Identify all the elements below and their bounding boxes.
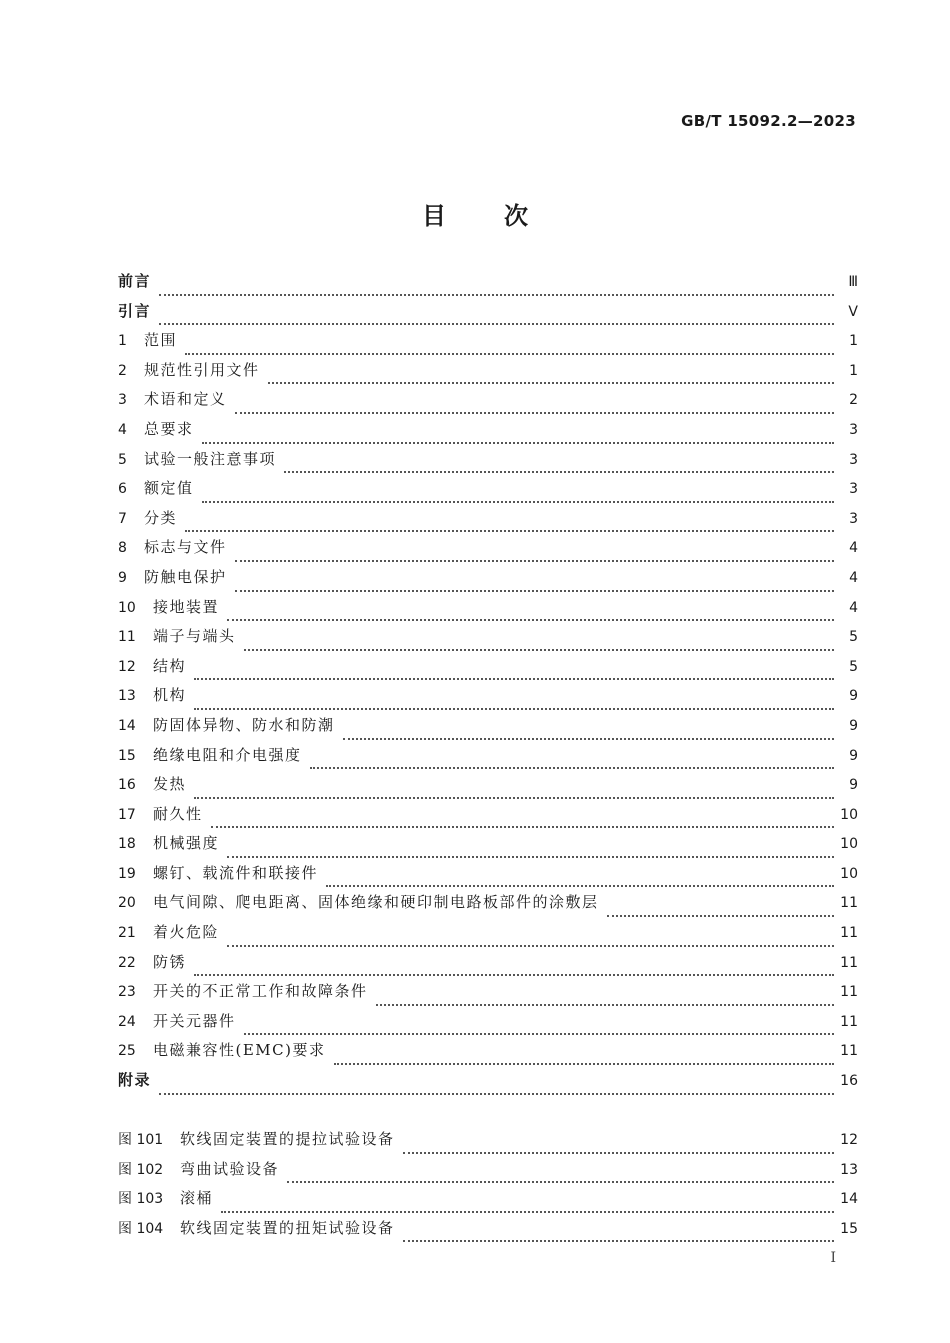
page-ref: 3 <box>849 451 858 468</box>
section-number: 21 <box>118 925 136 942</box>
toc-entry[interactable] <box>118 477 858 507</box>
section-number: 15 <box>118 747 136 764</box>
toc-entry[interactable] <box>118 359 858 389</box>
figure-number: 图 102 <box>118 1161 164 1178</box>
page-ref: 1 <box>849 362 858 379</box>
page-ref: 11 <box>840 1013 858 1030</box>
section-number: 8 <box>118 540 127 557</box>
toc-entry[interactable] <box>118 1010 858 1040</box>
page-ref: 4 <box>849 540 858 557</box>
page-ref: 13 <box>840 1161 858 1178</box>
section-number: 18 <box>118 836 136 853</box>
section-number: 22 <box>118 954 136 971</box>
dot-leader <box>326 870 834 887</box>
page-ref: 3 <box>849 510 858 527</box>
page-title: 目次 <box>422 202 586 230</box>
toc-entry[interactable] <box>118 388 858 418</box>
toc-entry[interactable] <box>118 714 858 744</box>
toc-entry[interactable] <box>118 862 858 892</box>
section-title: 开关元器件 <box>153 1011 236 1030</box>
dot-leader <box>284 456 834 473</box>
section-title: 电磁兼容性(EMC)要求 <box>153 1041 326 1060</box>
page-ref: 15 <box>840 1220 858 1237</box>
toc-entry[interactable] <box>118 832 858 862</box>
toc-entry[interactable] <box>118 536 858 566</box>
section-title: 结构 <box>153 656 187 675</box>
page-ref: 3 <box>849 421 858 438</box>
dot-leader <box>159 279 834 296</box>
section-title: 电气间隙、爬电距离、固体绝缘和硬印制电路板部件的涂敷层 <box>153 893 599 912</box>
figure-number: 图 101 <box>118 1132 164 1148</box>
table-of-contents <box>118 270 858 1099</box>
section-title: 防固体异物、防水和防潮 <box>153 715 335 734</box>
page-ref: 4 <box>849 599 858 616</box>
page-ref: Ⅴ <box>848 303 858 320</box>
dot-leader <box>185 338 834 355</box>
section-title: 着火危险 <box>153 923 220 942</box>
section-number: 20 <box>118 895 136 912</box>
section-title: 防锈 <box>153 952 187 971</box>
figure-list <box>118 1128 858 1246</box>
toc-entry[interactable] <box>118 980 858 1010</box>
page-ref: 11 <box>840 1043 858 1060</box>
section-title: 引言 <box>118 301 152 320</box>
section-title: 发热 <box>153 775 187 794</box>
dot-leader <box>159 1078 834 1095</box>
figure-title: 滚桶 <box>180 1189 214 1208</box>
toc-entry[interactable] <box>118 744 858 774</box>
dot-leader <box>221 1196 834 1213</box>
figure-entry[interactable] <box>118 1217 858 1247</box>
toc-entry[interactable] <box>118 803 858 833</box>
page-ref: 9 <box>849 717 858 734</box>
dot-leader <box>185 515 834 532</box>
figure-entry[interactable] <box>118 1187 858 1217</box>
toc-entry[interactable] <box>118 448 858 478</box>
dot-leader <box>202 486 834 503</box>
section-number: 9 <box>118 569 127 586</box>
dot-leader <box>194 959 834 976</box>
section-title: 规范性引用文件 <box>144 360 260 379</box>
figure-number: 图 103 <box>118 1191 164 1208</box>
document-code: GB/T 15092.2—2023 <box>681 112 856 130</box>
section-title: 端子与端头 <box>153 627 236 646</box>
page-ref: 14 <box>840 1191 858 1208</box>
section-title: 机械强度 <box>153 834 220 853</box>
dot-leader <box>268 367 834 384</box>
dot-leader <box>159 308 834 325</box>
page-ref: 5 <box>849 629 858 646</box>
dot-leader <box>227 841 834 858</box>
section-number: 24 <box>118 1013 136 1030</box>
dot-leader <box>310 752 834 769</box>
page-ref: 11 <box>840 954 858 971</box>
toc-entry[interactable] <box>118 596 858 626</box>
section-number: 19 <box>118 865 136 882</box>
section-number: 13 <box>118 688 136 705</box>
section-number: 11 <box>118 629 136 646</box>
section-number: 23 <box>118 984 136 1001</box>
section-title: 绝缘电阻和介电强度 <box>153 745 302 764</box>
dot-leader <box>194 782 834 799</box>
section-title: 耐久性 <box>153 804 203 823</box>
toc-entry[interactable] <box>118 1039 858 1069</box>
section-title: 附录 <box>118 1071 152 1090</box>
section-title: 总要求 <box>144 419 194 438</box>
section-title: 范围 <box>144 331 178 350</box>
dot-leader <box>607 900 834 917</box>
dot-leader <box>211 811 834 828</box>
page-number: Ⅰ <box>830 1250 836 1266</box>
section-number: 4 <box>118 421 127 438</box>
toc-entry[interactable] <box>118 891 858 921</box>
section-number: 12 <box>118 658 136 675</box>
page-ref: 2 <box>849 392 858 409</box>
dot-leader <box>403 1137 834 1154</box>
dot-leader <box>287 1166 834 1183</box>
figure-entry[interactable] <box>118 1158 858 1188</box>
toc-entry[interactable] <box>118 773 858 803</box>
section-number: 16 <box>118 777 136 794</box>
toc-entry[interactable] <box>118 329 858 359</box>
toc-entry[interactable] <box>118 625 858 655</box>
dot-leader <box>235 397 834 414</box>
toc-entry[interactable] <box>118 300 858 330</box>
page-ref: 9 <box>849 688 858 705</box>
section-title: 术语和定义 <box>144 390 227 409</box>
toc-entry[interactable] <box>118 418 858 448</box>
page-ref: 10 <box>840 865 858 882</box>
section-number: 17 <box>118 806 136 823</box>
figure-title: 软线固定装置的扭矩试验设备 <box>180 1218 395 1237</box>
dot-leader <box>235 545 834 562</box>
page-ref: 16 <box>840 1073 858 1090</box>
page-ref: 9 <box>849 747 858 764</box>
toc-entry[interactable] <box>118 684 858 714</box>
figure-number: 图 104 <box>118 1220 164 1237</box>
section-title: 试验一般注意事项 <box>144 449 277 468</box>
dot-leader <box>202 427 834 444</box>
section-title: 螺钉、载流件和联接件 <box>153 863 319 882</box>
section-title: 分类 <box>144 508 178 527</box>
section-title: 接地装置 <box>153 597 220 616</box>
dot-leader <box>235 575 834 592</box>
section-title: 前言 <box>118 272 152 290</box>
page-ref: 11 <box>840 895 858 912</box>
dot-leader <box>244 634 834 651</box>
section-number: 10 <box>118 599 136 616</box>
dot-leader <box>244 1018 834 1035</box>
section-number: 7 <box>118 510 127 527</box>
page-ref: 1 <box>849 333 858 350</box>
toc-entry[interactable] <box>118 507 858 537</box>
section-number: 5 <box>118 451 127 468</box>
page-ref: 3 <box>849 481 858 498</box>
section-number: 14 <box>118 717 136 734</box>
figure-entry[interactable] <box>118 1128 858 1158</box>
dot-leader <box>334 1048 835 1065</box>
page-ref: 11 <box>840 925 858 942</box>
page-ref: 4 <box>849 569 858 586</box>
figure-title: 弯曲试验设备 <box>180 1159 280 1178</box>
section-number: 25 <box>118 1043 136 1060</box>
section-title: 标志与文件 <box>144 538 227 557</box>
dot-leader <box>227 604 834 621</box>
page-ref: 10 <box>840 836 858 853</box>
dot-leader <box>194 693 834 710</box>
page-ref: 9 <box>849 777 858 794</box>
toc-entry[interactable] <box>118 655 858 685</box>
dot-leader <box>403 1225 834 1242</box>
toc-entry[interactable] <box>118 270 858 300</box>
figure-title: 软线固定装置的提拉试验设备 <box>180 1130 395 1148</box>
section-title: 开关的不正常工作和故障条件 <box>153 982 368 1001</box>
toc-entry[interactable] <box>118 921 858 951</box>
section-number: 2 <box>118 362 127 379</box>
page-ref: 12 <box>840 1132 858 1148</box>
page-ref: 11 <box>840 984 858 1001</box>
section-number: 6 <box>118 481 127 498</box>
dot-leader <box>194 663 834 680</box>
section-title: 机构 <box>153 686 187 705</box>
dot-leader <box>376 989 834 1006</box>
toc-entry[interactable] <box>118 566 858 596</box>
toc-entry[interactable] <box>118 1069 858 1099</box>
section-number: 3 <box>118 392 127 409</box>
page-ref: 5 <box>849 658 858 675</box>
section-title: 防触电保护 <box>144 567 227 586</box>
toc-entry[interactable] <box>118 951 858 981</box>
section-number: 1 <box>118 333 127 350</box>
section-title: 额定值 <box>144 479 194 498</box>
page-ref: 10 <box>840 806 858 823</box>
page-ref: Ⅲ <box>848 274 858 290</box>
dot-leader <box>227 930 834 947</box>
dot-leader <box>343 723 834 740</box>
